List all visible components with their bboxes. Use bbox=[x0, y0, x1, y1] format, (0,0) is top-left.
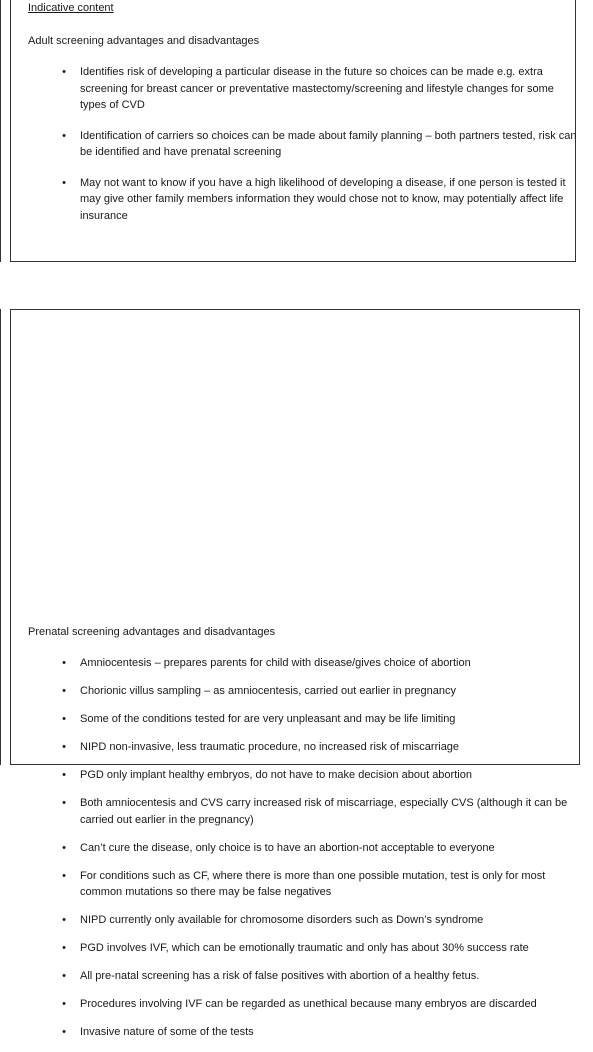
bullet-icon: • bbox=[62, 797, 66, 809]
bullet-icon: • bbox=[62, 713, 66, 725]
list-item bbox=[58, 683, 583, 700]
list-item-text: Procedures involving IVF can be regarded as unethical because many embryos are discarded bbox=[80, 998, 537, 1010]
list-item-text: PGD only implant healthy embryos, do not have to make decision about abortion bbox=[80, 769, 472, 781]
list-item bbox=[58, 739, 583, 756]
list-item bbox=[58, 868, 583, 901]
left-table-border-bottom bbox=[0, 309, 1, 765]
indicative-content-heading: Indicative content bbox=[28, 2, 114, 14]
bullet-icon: • bbox=[62, 685, 66, 697]
list-item-text: Can’t cure the disease, only choice is to have an abortion-not acceptable to everyone bbox=[80, 841, 495, 854]
bullet-icon: • bbox=[62, 970, 66, 982]
list-item bbox=[58, 912, 583, 929]
list-item-text: For conditions such as CF, where there is more than one possible mutation, test is only for most common mutations so there may be false negatives bbox=[80, 869, 546, 898]
bullet-icon: • bbox=[62, 129, 66, 142]
list-item-text: Amniocentesis – prepares parents for child with disease/gives choice of abortion bbox=[80, 657, 471, 669]
list-item-text: Identifies risk of developing a particular disease in the future so choices can be made e.g. extra screening for breast cancer or preventative mastectomy/screening and lifestyle changes for some types of CVD bbox=[80, 66, 554, 111]
bullet-icon: • bbox=[62, 176, 66, 189]
left-table-border-top bbox=[0, 0, 1, 262]
list-item bbox=[58, 795, 583, 828]
list-item-text: Invasive nature of some of the tests bbox=[80, 1026, 254, 1038]
list-item bbox=[58, 968, 583, 985]
list-item bbox=[58, 175, 583, 225]
list-item-text: Chorionic villus sampling – as amniocentesis, carried out earlier in pregnancy bbox=[80, 685, 457, 697]
list-item bbox=[58, 64, 583, 114]
bullet-icon: • bbox=[62, 942, 66, 954]
list-item-text: NIPD non-invasive, less traumatic procedure, no increased risk of miscarriage bbox=[80, 741, 460, 753]
list-item bbox=[58, 711, 583, 728]
list-item-text: Identification of carriers so choices can be made about family planning – both partners tested, risk can be identified and have prenatal screening bbox=[80, 129, 577, 158]
list-item bbox=[58, 1024, 583, 1041]
bullet-icon: • bbox=[62, 914, 66, 926]
bullet-icon: • bbox=[62, 869, 66, 882]
list-item-text: Some of the conditions tested for are very unpleasant and may be life limiting bbox=[80, 713, 456, 725]
list-item bbox=[58, 128, 583, 161]
list-item-text: Both amniocentesis and CVS carry increased risk of miscarriage, especially CVS (although it can be carried out earlier in the pregnancy) bbox=[80, 797, 568, 826]
bullet-icon: • bbox=[62, 841, 66, 854]
prenatal-screening-title: Prenatal screening advantages and disadvantages bbox=[28, 626, 276, 638]
list-item-text: May not want to know if you have a high likelihood of developing a disease, if one person is tested it may give other family members information they would chose not to know, may potentially affect life insurance bbox=[80, 176, 566, 222]
list-item bbox=[58, 996, 583, 1013]
adult-screening-list bbox=[58, 64, 583, 238]
list-item bbox=[58, 940, 583, 957]
bullet-icon: • bbox=[62, 998, 66, 1010]
list-item bbox=[58, 655, 583, 672]
prenatal-screening-box bbox=[10, 309, 580, 1038]
bullet-icon: • bbox=[62, 66, 66, 78]
bullet-icon: • bbox=[62, 741, 66, 753]
bullet-icon: • bbox=[62, 657, 66, 669]
adult-screening-box bbox=[10, 0, 576, 262]
list-item-text: PGD involves IVF, which can be emotionally traumatic and only has about 30% success rate bbox=[80, 942, 529, 954]
list-item-text: NIPD currently only available for chromosome disorders such as Down’s syndrome bbox=[80, 914, 484, 926]
list-item bbox=[58, 767, 583, 784]
prenatal-screening-list bbox=[58, 655, 583, 1052]
adult-screening-title: Adult screening advantages and disadvantages bbox=[28, 35, 260, 47]
bullet-icon: • bbox=[62, 769, 66, 781]
list-item bbox=[58, 840, 583, 857]
list-item-text: All pre-natal screening has a risk of false positives with abortion of a healthy fetus. bbox=[80, 970, 480, 982]
bullet-icon: • bbox=[62, 1026, 66, 1038]
